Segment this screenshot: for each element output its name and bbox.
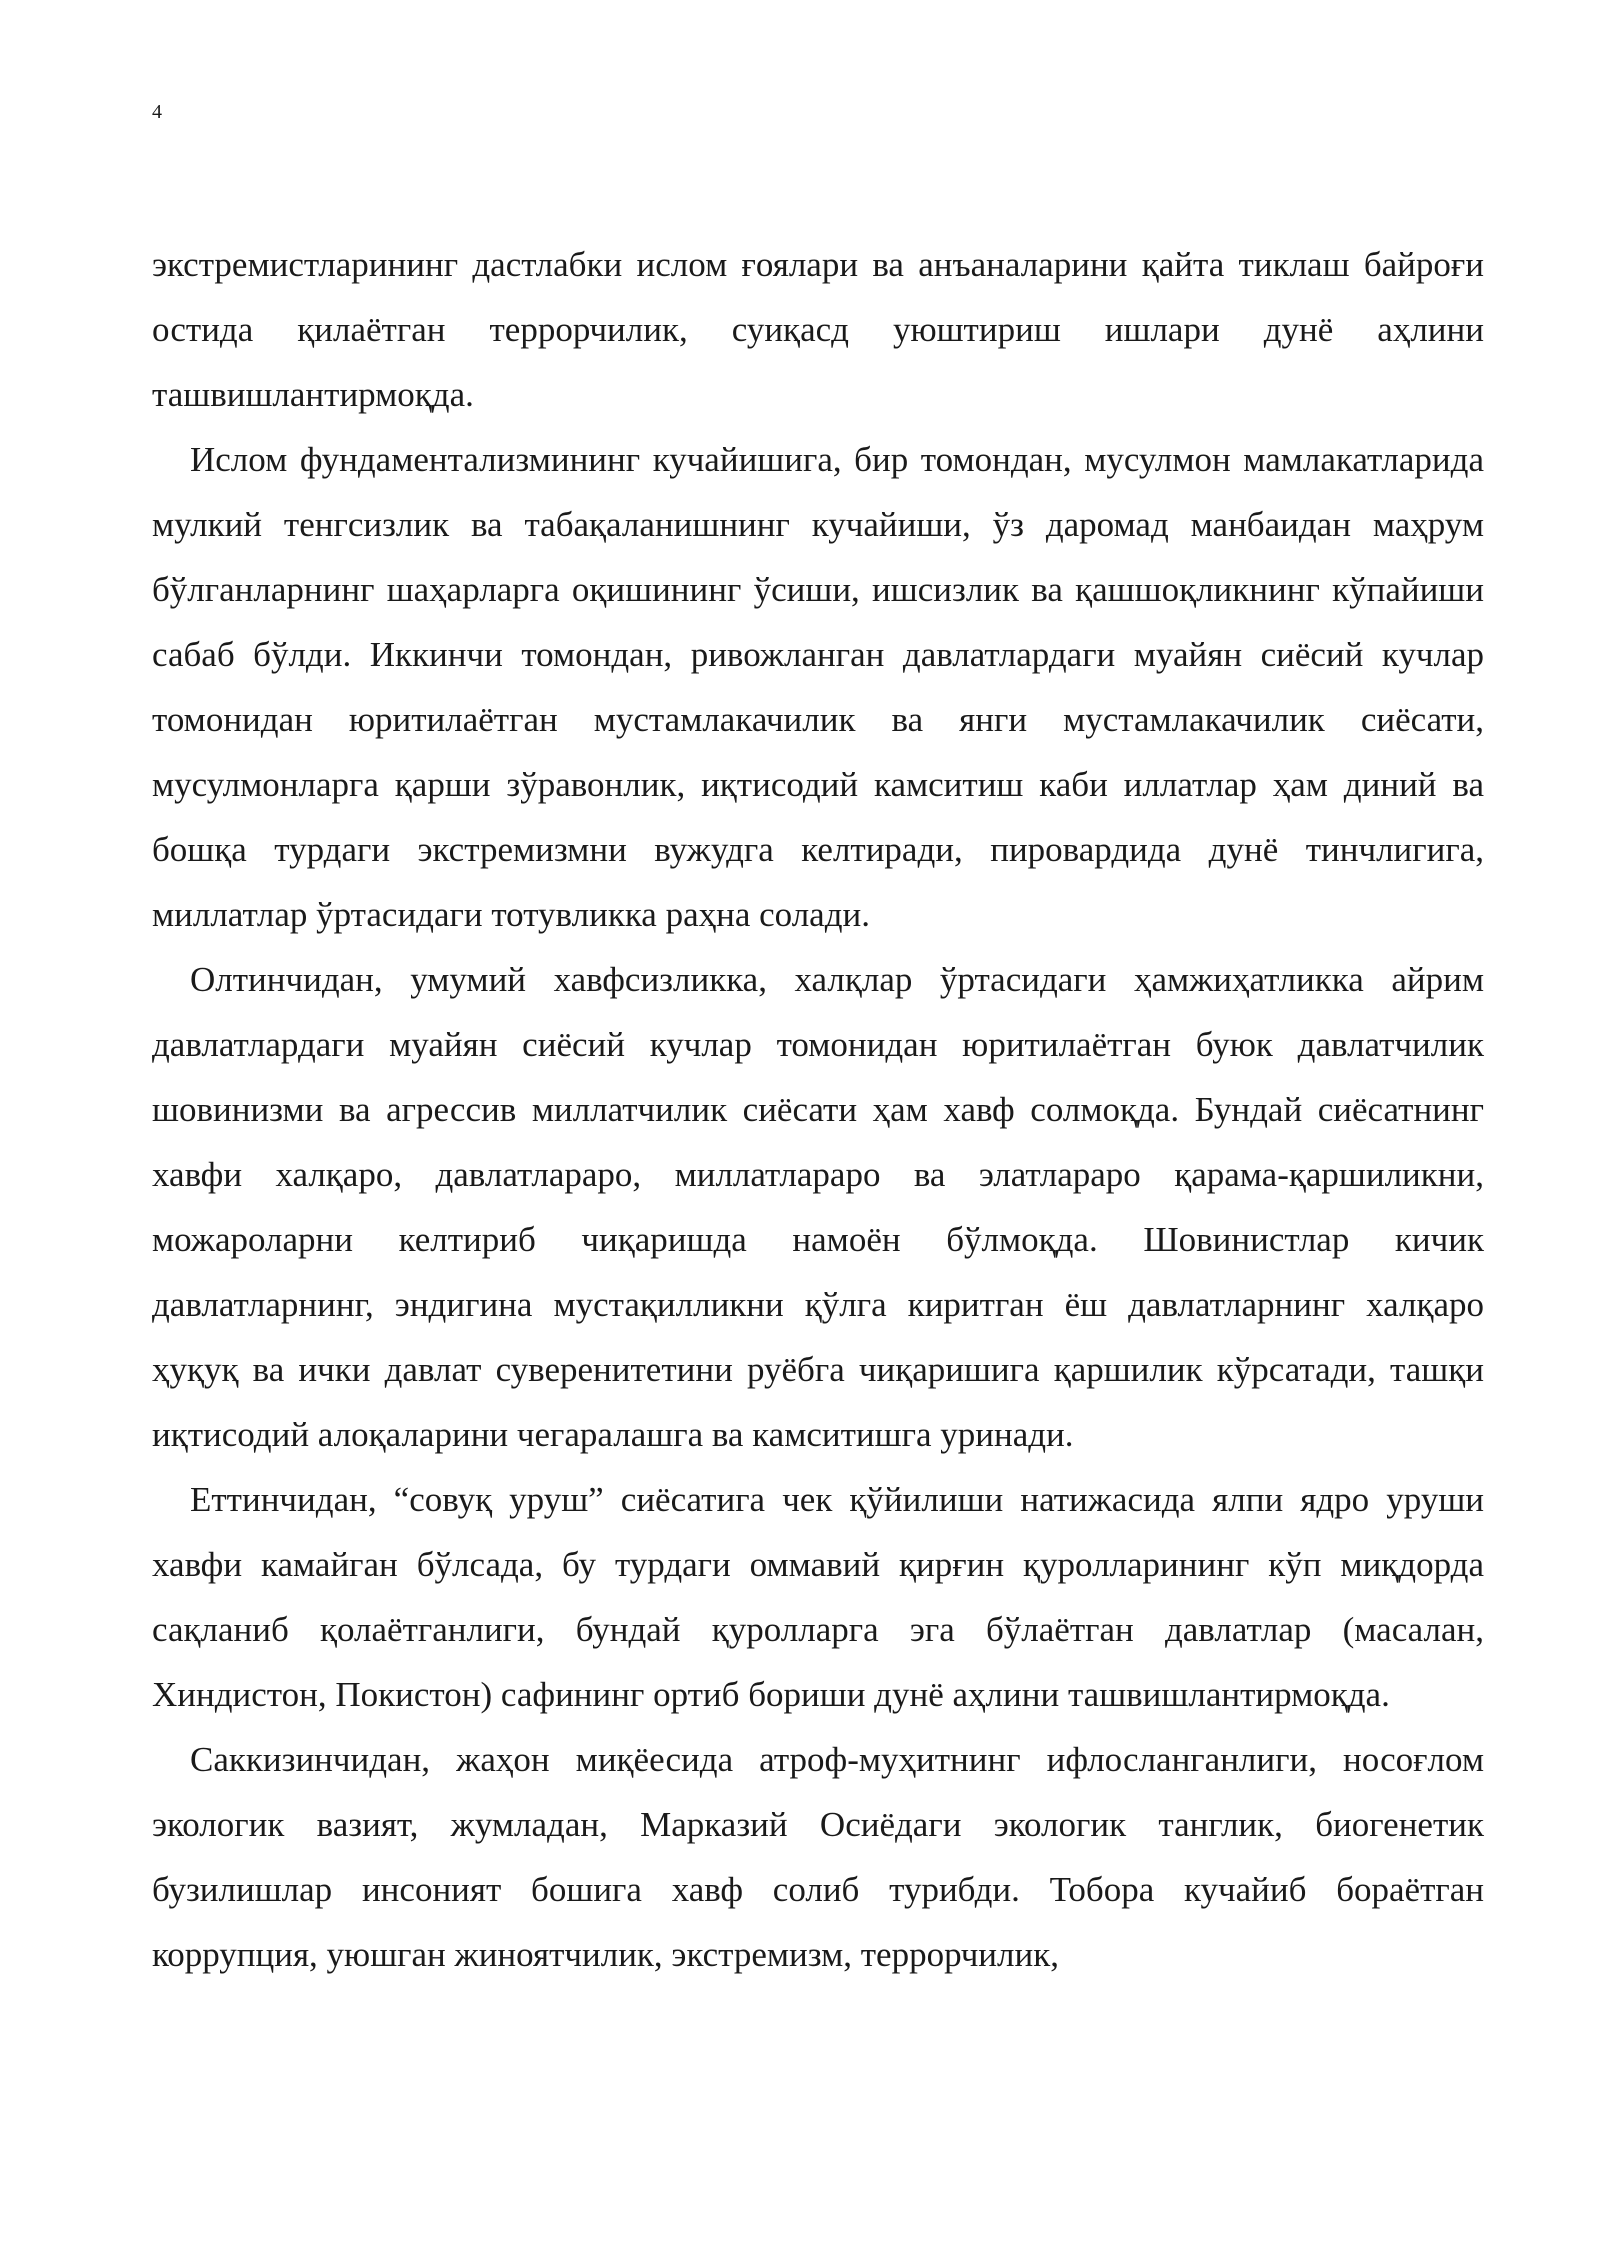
document-body xyxy=(152,232,1484,1987)
paragraph-eighth-ecology: Саккизинчидан, жаҳон миқёесида атроф-муҳитнинг ифлосланганлиги, носоғлом экологик вазият, жумладан, Марказий Осиёдаги экологик танглик, биогенетик бузилишлар инсоният бошига хавф солиб турибди. Тобора кучайиб бораётган коррупция, уюшган жиноятчилик, экстремизм, террорчилик, xyxy=(152,1740,1484,1974)
paragraph-continuation: экстремистларининг дастлабки ислом ғоялари ва анъаналарини қайта тиклаш байроғи остида қилаётган террорчилик, суиқасд уюштириш ишлари дунё аҳлини ташвишлантирмоқда. xyxy=(152,245,1484,414)
paragraph-sixth-chauvinism: Олтинчидан, умумий хавфсизликка, халқлар ўртасидаги ҳамжиҳатликка айрим давлатлардаги муайян сиёсий кучлар томонидан юритилаётган буюк давлатчилик шовинизми ва агрессив миллатчилик сиёсати ҳам хавф солмоқда. Бундай сиёсатнинг хавфи халқаро, давлатлараро, миллатлараро ва элатлараро қарама-қаршиликни, можароларни келтириб чиқаришда намоён бўлмоқда. Шовинистлар кичик давлатларнинг, эндигина мустақилликни қўлга киритган ёш давлатларнинг халқаро ҳуқуқ ва ички давлат суверенитетини руёбга чиқаришига қаршилик кўрсатади, ташқи иқтисодий алоқаларини чегаралашга ва камситишга уринади. xyxy=(152,960,1484,1454)
paragraph-seventh-nuclear-threat: Еттинчидан, “совуқ уруш” сиёсатига чек қўйилиши натижасида ялпи ядро уруши хавфи камайган бўлсада, бу турдаги оммавий қирғин қуролларининг кўп миқдорда сақланиб қолаётганлиги, бундай қуролларга эга бўлаётган давлатлар (масалан, Хиндистон, Покистон) сафининг ортиб бориши дунё аҳлини ташвишлантирмоқда. xyxy=(152,1480,1484,1714)
paragraph-islamic-fundamentalism: Ислом фундаментализмининг кучайишига, бир томондан, мусулмон мамлакатларида мулкий тенгсизлик ва табақаланишнинг кучайиши, ўз даромад манбаидан маҳрум бўлганларнинг шаҳарларга оқишининг ўсиши, ишсизлик ва қашшоқликнинг кўпайиши сабаб бўлди. Иккинчи томондан, ривожланган давлатлардаги муайян сиёсий кучлар томонидан юритилаётган мустамлакачилик ва янги мустамлакачилик сиёсати, мусулмонларга қарши зўравонлик, иқтисодий камситиш каби иллатлар ҳам диний ва бошқа турдаги экстремизмни вужудга келтиради, пировардида дунё тинчлигига, миллатлар ўртасидаги тотувликка раҳна солади. xyxy=(152,440,1484,934)
page-number: 4 xyxy=(152,101,162,123)
